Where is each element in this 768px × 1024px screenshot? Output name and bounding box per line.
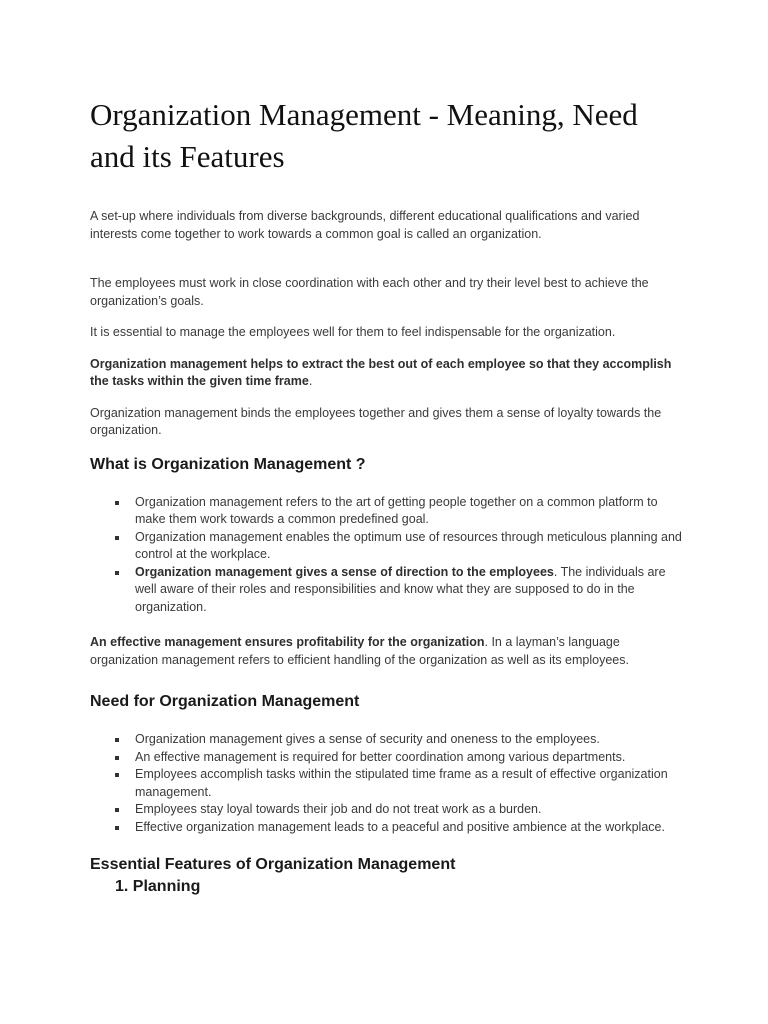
list-item: Effective organization management leads to a peaceful and positive ambience at the workplace. [135,819,690,837]
list-item: Employees stay loyal towards their job and do not treat work as a burden. [135,801,690,819]
list-item: Organization management refers to the art of getting people together on a common platform to make them work towards a common predefined goal. [135,494,690,529]
list-item [135,564,690,617]
list-item: Organization management gives a sense of security and oneness to the employees. [135,731,690,749]
profitability-rest: . In a layman’s language organization management refers to efficient handling of the organization as well as its employees. [90,635,629,667]
profitability-bold-text: An effective management ensures profitability for the organization [90,635,485,649]
page-title: Organization Management - Meaning, Need and its Features [90,97,638,174]
intro-paragraph-1: A set-up where individuals from diverse backgrounds, different educational qualifications and varied interests come together to work towards a common goal is called an organization. [90,209,640,241]
section-heading-what-is: What is Organization Management ? [90,455,366,473]
document-page [90,94,690,898]
need-list [90,731,690,836]
profitability-paragraph [90,634,690,669]
intro-paragraph-2: The employees must work in close coordination with each other and try their level best to achieve the organization’s goals. [90,276,649,308]
highlight-bold-text: Organization management helps to extract the best out of each employee so that they accomplish the tasks within the given time frame [90,356,672,388]
intro-paragraph-3: It is essential to manage the employees well for them to feel indispensable for the organization. [90,325,616,339]
section-heading-need: Need for Organization Management [90,693,360,710]
list-item: Organization management enables the optimum use of resources through meticulous planning and control at the workplace. [135,529,690,564]
highlight-paragraph [90,356,690,391]
list-item-bold: Organization management gives a sense of direction to the employees [135,564,554,579]
intro-paragraph-4: Organization management binds the employees together and gives them a sense of loyalty towards the organization. [90,405,662,437]
numbered-item-planning: 1. Planning [115,878,201,895]
what-is-list [90,494,690,617]
list-item: Employees accomplish tasks within the stipulated time frame as a result of effective organization management. [135,766,690,801]
list-item: An effective management is required for better coordination among various departments. [135,749,690,767]
list-item-rest: . The individuals are well aware of their roles and responsibilities and know what they are supposed to do in the organization. [135,564,666,614]
section-heading-features: Essential Features of Organization Management [90,856,456,873]
highlight-tail: . [308,374,313,388]
